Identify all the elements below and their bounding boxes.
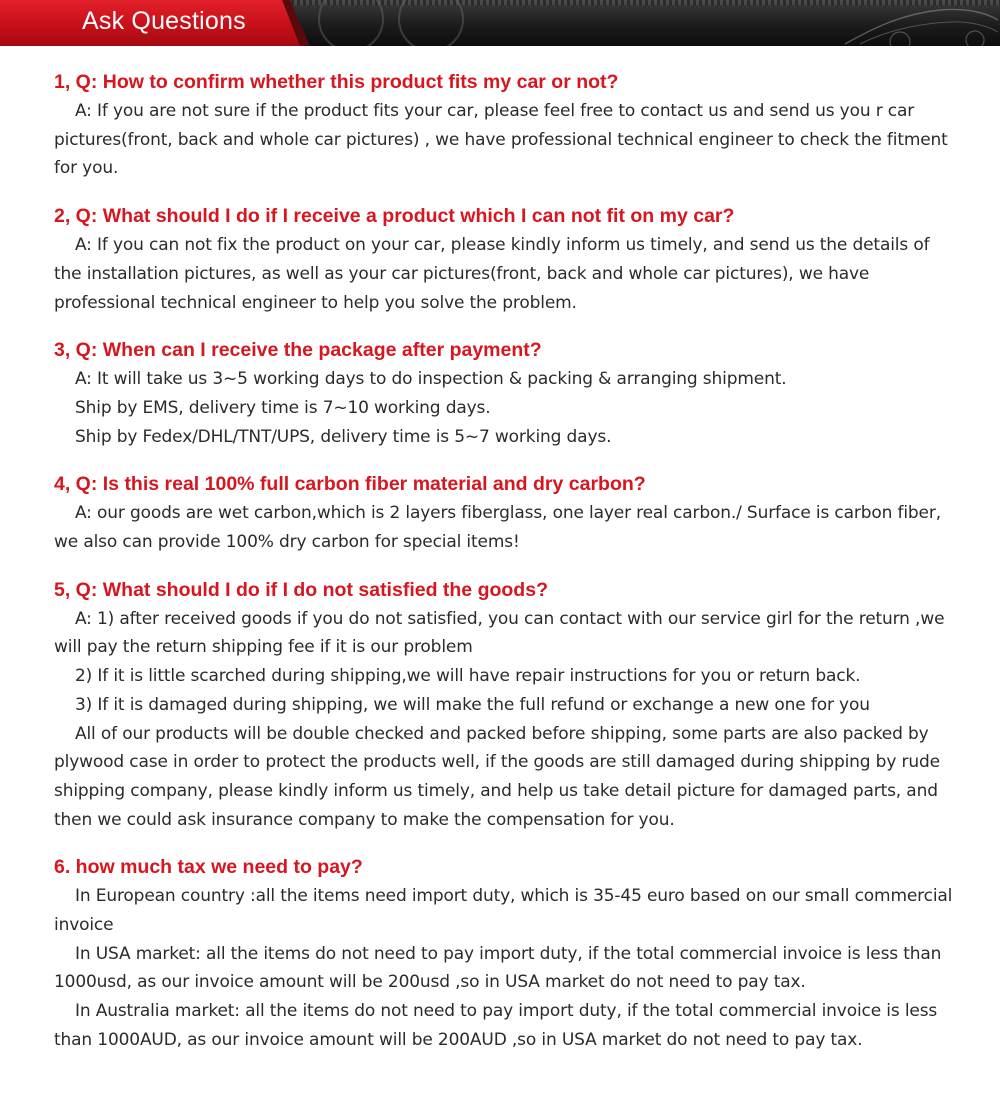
- faq-question: 5, Q: What should I do if I do not satisfied the goods?: [54, 578, 548, 601]
- faq-item-2: [54, 202, 954, 317]
- faq-item-1: [54, 68, 954, 183]
- faq-answer-line: 3) If it is damaged during shipping, we will make the full refund or exchange a new one for you: [75, 694, 870, 715]
- faq-question: 3, Q: When can I receive the package after payment?: [54, 339, 542, 362]
- faq-question: 1, Q: How to confirm whether this product fits my car or not?: [54, 71, 619, 93]
- faq-item-6: [54, 853, 954, 1054]
- faq-answer-line: 2) If it is little scarched during shipping,we will have repair instructions for you or return back.: [75, 666, 861, 687]
- faq-question: 2, Q: What should I do if I receive a product which I can not fit on my car?: [54, 205, 735, 228]
- header-banner: [0, 0, 1000, 46]
- faq-answer: A: If you can not fix the product on your car, please kindly inform us timely, and send us the details of the installation pictures, as well as your car pictures(front, back and whole car pictures), we have professional technical engineer to help you solve the problem.: [54, 235, 930, 313]
- faq-answer-line: Ship by Fedex/DHL/TNT/UPS, delivery time is 5~7 working days.: [75, 426, 612, 447]
- tachometer-gauge-icon: [398, 0, 464, 46]
- faq-answer-line: Ship by EMS, delivery time is 7~10 working days.: [75, 397, 491, 418]
- faq-answer: In European country :all the items need import duty, which is 35-45 euro based on our small commercial invoice: [54, 886, 953, 936]
- faq-item-4: [54, 470, 954, 556]
- faq-content: [0, 46, 954, 1055]
- faq-item-3: [54, 336, 954, 451]
- sports-car-icon: [840, 0, 1000, 46]
- faq-answer: A: 1) after received goods if you do not satisfied, you can contact with our service girl for the return ,we will pay the return shipping fee if it is our problem: [54, 608, 945, 658]
- faq-answer: A: If you are not sure if the product fits your car, please feel free to contact us and send us you r car pictures(front, back and whole car pictures) , we have professional technical engineer to check the fitment for you.: [54, 101, 948, 179]
- page-title: Ask Questions: [82, 7, 246, 35]
- faq-question: 6. how much tax we need to pay?: [54, 856, 363, 879]
- faq-answer-line: All of our products will be double checked and packed before shipping, some parts are also packed by plywood case in order to protect the products well, if the goods are still damaged during shipping by rude shipping company, please kindly inform us timely, and help us take detail picture for damaged parts, and then we could ask insurance company to make the compensation for you.: [54, 723, 940, 830]
- faq-answer: A: It will take us 3~5 working days to do inspection & packing & arranging shipment.: [75, 369, 787, 390]
- faq-answer-line: In USA market: all the items do not need to pay import duty, if the total commercial invoice is less than 1000usd, as our invoice amount will be 200usd ,so in USA market do not need to pay tax.: [54, 943, 942, 993]
- speedometer-gauge-icon: [318, 0, 384, 46]
- faq-answer-line: In Australia market: all the items do not need to pay import duty, if the total commercial invoice is less than 1000AUD, as our invoice amount will be 200AUD ,so in USA market do not need to pay tax.: [54, 1001, 938, 1050]
- faq-answer: A: our goods are wet carbon,which is 2 layers fiberglass, one layer real carbon./ Surface is carbon fiber, we also can provide 100% dry carbon for special items!: [54, 503, 941, 553]
- faq-question: 4, Q: Is this real 100% full carbon fiber material and dry carbon?: [54, 473, 646, 496]
- faq-item-5: [54, 576, 954, 835]
